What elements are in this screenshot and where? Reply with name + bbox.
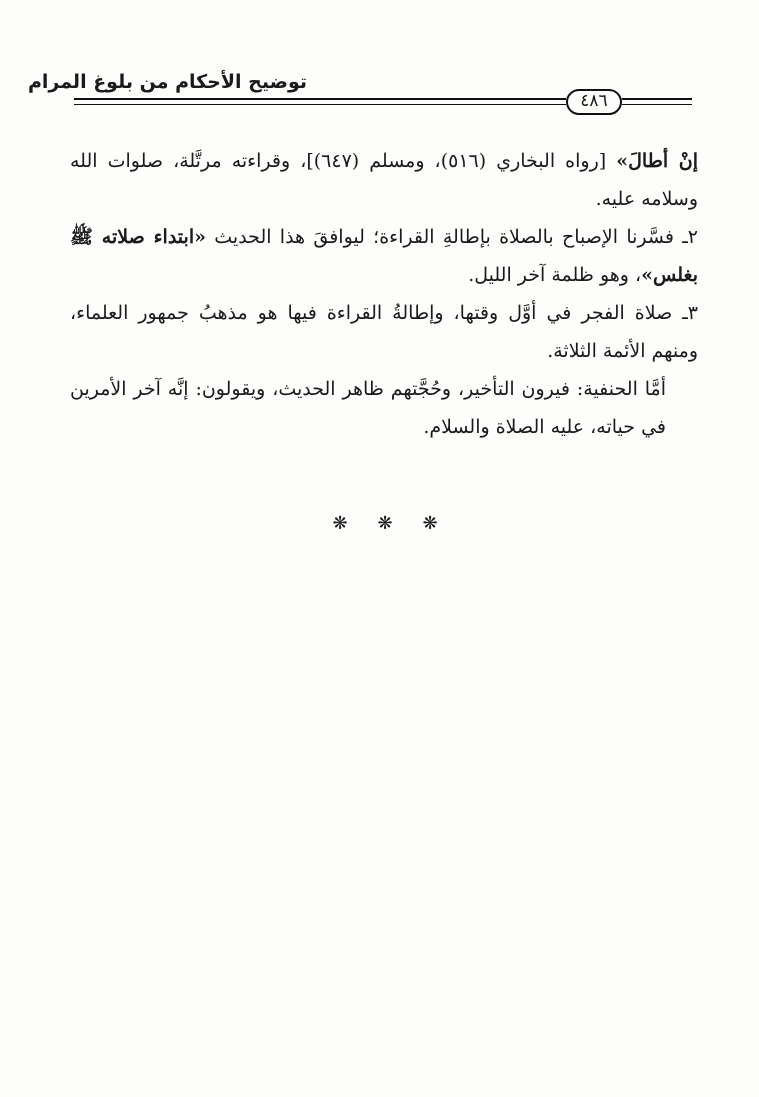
paragraph-4 (70, 370, 698, 446)
section-separator (330, 512, 440, 536)
paragraph-4-text: أمَّا الحنفية: فيرون التأخير، وحُجَّتهم ظاهر الحديث، ويقولون: إنَّه آخر الأمرين في حياته، عليه الصلاة والسلام. (70, 378, 666, 438)
page-number: ٤٨٦ (566, 89, 622, 115)
asterism-star: ❋ (377, 513, 393, 534)
hadith-quote: «ابتداء صلاته ﷺ بغلس» (70, 226, 698, 286)
hadith-quote-end: إنْ أطالَ» (616, 150, 698, 172)
list-item-3-text: ٣ـ صلاة الفجر في أوَّل وقتها، وإطالةُ القراءة فيها هو مذهبُ جمهور العلماء، ومنهم الأئمة الثلاثة. (70, 302, 698, 362)
asterism-star: ❋ (332, 513, 348, 534)
header-rule-left (74, 98, 566, 105)
paragraph-1 (70, 142, 698, 218)
header-rule-right (622, 98, 692, 105)
list-item-3 (70, 294, 698, 370)
asterism-star: ❋ (422, 513, 438, 534)
running-header-title: توضيح الأحكام من بلوغ المرام (27, 71, 307, 93)
list-item-2-text: ، وهو ظلمة آخر الليل. (468, 264, 642, 286)
body-text (70, 142, 698, 446)
list-item-2 (70, 218, 698, 294)
list-item-2-lead: ٢ـ فسَّرنا الإصباح بالصلاة بإطالةِ القراءة؛ ليوافقَ هذا الحديث (205, 226, 698, 248)
paragraph-1-text: [رواه البخاري (٥١٦)، ومسلم (٦٤٧)]، وقراءته مرتَّلة، صلوات الله وسلامه عليه. (70, 150, 698, 210)
